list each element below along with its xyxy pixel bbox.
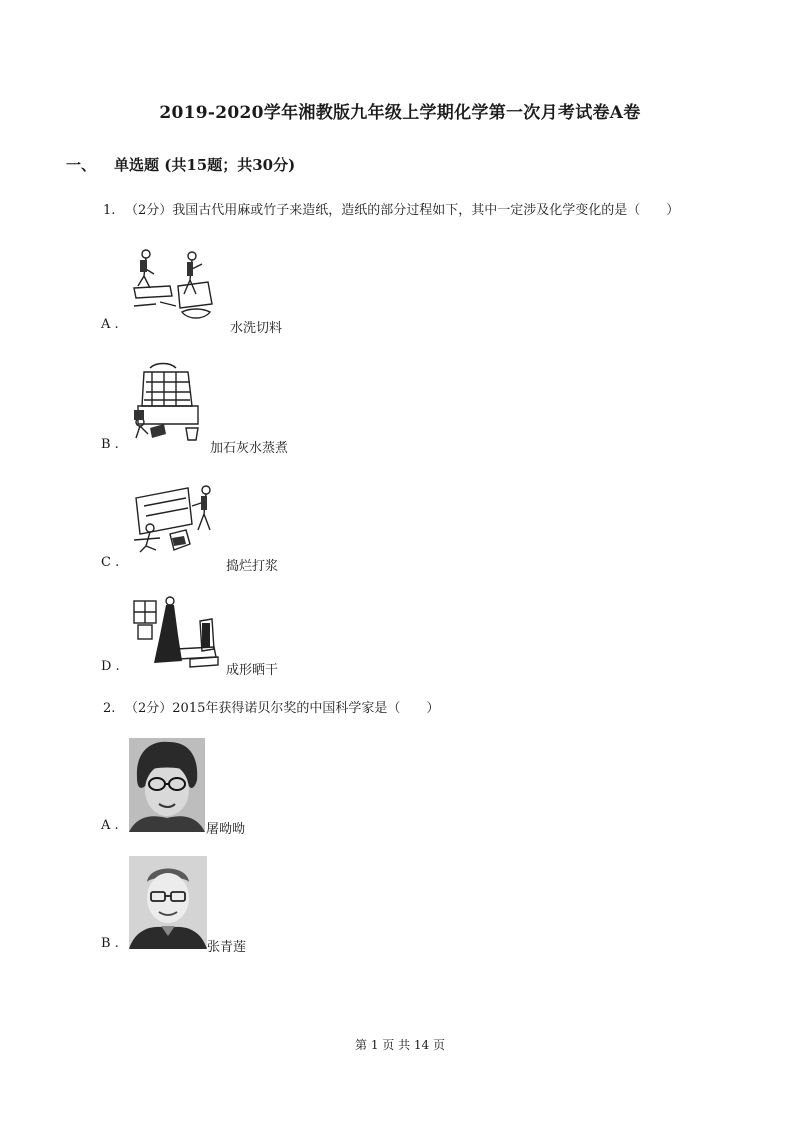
section-label: 单选题 (共15题；共30分) <box>114 156 296 174</box>
page-title: 2019-2020学年湘教版九年级上学期化学第一次月考试卷A卷 <box>159 103 641 123</box>
question-number: 1. <box>103 203 116 218</box>
question-1-stem <box>103 199 679 218</box>
option-text: 成形晒干 <box>226 663 279 678</box>
section-heading <box>66 154 295 175</box>
option-text: 捣烂打浆 <box>226 559 279 574</box>
option-text: 张青莲 <box>207 940 247 955</box>
option-text: 水洗切料 <box>230 321 283 336</box>
option-text: 屠呦呦 <box>206 822 246 837</box>
option-letter: C . <box>101 555 120 570</box>
option-letter: B . <box>101 437 119 452</box>
option-text: 加石灰水蒸煮 <box>210 441 289 456</box>
papermaking-washing-illustration <box>130 246 222 328</box>
portrait-photo <box>129 738 205 832</box>
question-text: （2分）2015年获得诺贝尔奖的中国科学家是（ ） <box>125 701 440 716</box>
page-footer: 第 1 页 共 14 页 <box>355 1038 445 1052</box>
option-letter: D . <box>101 659 120 674</box>
question-number: 2. <box>103 701 116 716</box>
papermaking-pulping-illustration <box>130 480 218 556</box>
question-text: （2分）我国古代用麻或竹子来造纸，造纸的部分过程如下，其中一定涉及化学变化的是（ ） <box>125 203 680 218</box>
papermaking-drying-illustration <box>130 595 220 671</box>
section-number: 一、 <box>66 156 97 174</box>
papermaking-steaming-illustration <box>130 362 210 444</box>
question-2-stem <box>103 697 439 716</box>
option-letter: B . <box>101 936 119 951</box>
portrait-photo <box>129 856 207 949</box>
option-letter: A . <box>101 317 119 332</box>
option-letter: A . <box>101 818 119 833</box>
